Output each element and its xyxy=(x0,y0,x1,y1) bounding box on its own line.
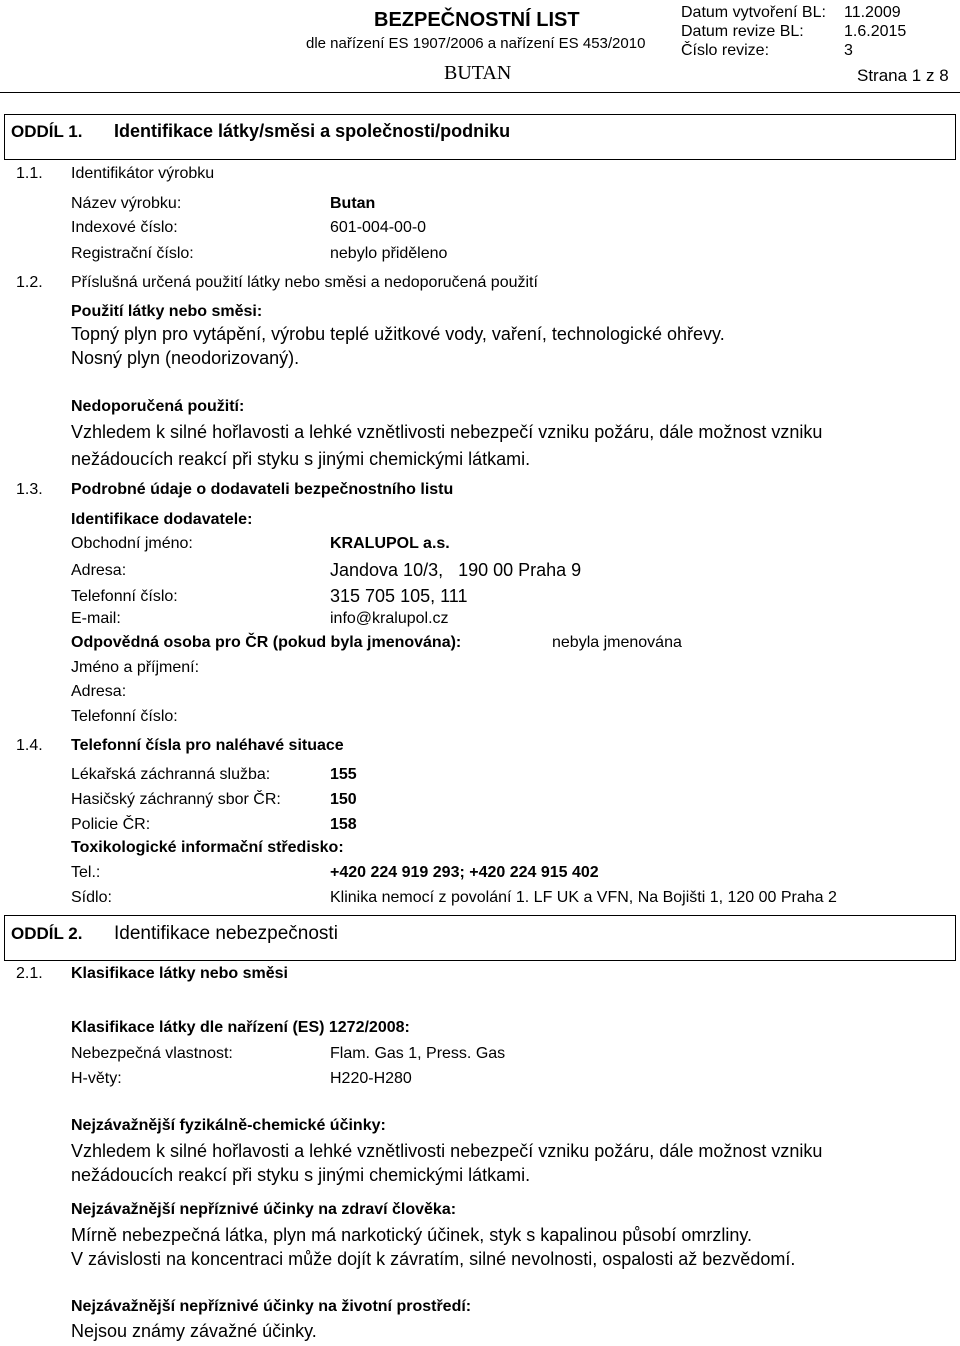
fire-brigade-label: Hasičský záchranný sbor ČR: xyxy=(71,791,281,808)
toxicology-seat-value: Klinika nemocí z povolání 1. LF UK a VFN, Na Bojišti 1, 120 00 Praha 2 xyxy=(330,889,837,906)
ambulance-number: 155 xyxy=(330,766,357,783)
supplier-address-label: Adresa: xyxy=(71,562,127,579)
responsible-phone-label: Telefonní číslo: xyxy=(71,708,178,725)
subsection-1-4-title: Telefonní čísla pro naléhavé situace xyxy=(71,737,344,754)
section-1-title: Identifikace látky/směsi a společnosti/podniku xyxy=(114,121,511,141)
phys-chem-effects-line-2: nežádoucích reakcí při styku s jinými chemickými látkami. xyxy=(71,1165,531,1185)
h-statements-label: H-věty: xyxy=(71,1070,122,1087)
revision-number-label: Číslo revize: xyxy=(681,42,770,59)
intended-use-line-1: Topný plyn pro vytápění, výrobu teplé užitkové vody, vaření, technologické ohřevy. xyxy=(71,324,725,344)
product-name-header: BUTAN xyxy=(444,62,512,84)
index-number-value: 601-004-00-0 xyxy=(330,219,427,236)
registration-number-value: nebylo přiděleno xyxy=(330,245,448,262)
subsection-2-1-number: 2.1. xyxy=(16,965,43,982)
hazard-property-label: Nebezpečná vlastnost: xyxy=(71,1045,233,1062)
created-date-value: 11.2009 xyxy=(844,4,901,21)
phys-chem-effects-label: Nejzávažnější fyzikálně-chemické účinky: xyxy=(71,1117,386,1134)
revision-number-value: 3 xyxy=(844,42,853,59)
subsection-1-3-number: 1.3. xyxy=(16,481,43,498)
health-effects-line-1: Mírně nebezpečná látka, plyn má narkotický účinek, styk s kapalinou působí omrzliny. xyxy=(71,1225,752,1245)
document-title: BEZPEČNOSTNÍ LIST xyxy=(374,9,580,31)
product-name-value: Butan xyxy=(330,195,376,212)
product-name-label: Název výrobku: xyxy=(71,195,182,212)
section-1-number: ODDÍL 1. xyxy=(11,122,83,141)
created-date-label: Datum vytvoření BL: xyxy=(681,4,826,21)
subsection-1-2-number: 1.2. xyxy=(16,274,43,291)
environment-effects-line-1: Nejsou známy závažné účinky. xyxy=(71,1321,317,1341)
police-number: 158 xyxy=(330,816,357,833)
h-statements-value: H220-H280 xyxy=(330,1070,412,1087)
supplier-email-value[interactable]: info@kralupol.cz xyxy=(330,610,449,627)
supplier-phone-label: Telefonní číslo: xyxy=(71,588,178,605)
environment-effects-label: Nejzávažnější nepříznivé účinky na životní prostředí: xyxy=(71,1298,472,1315)
not-recommended-line-1: Vzhledem k silné hořlavosti a lehké vznětlivosti nebezpečí vzniku požáru, dále možnost vzniku xyxy=(71,422,823,442)
subsection-1-1-number: 1.1. xyxy=(16,165,43,182)
responsible-address-label: Adresa: xyxy=(71,683,127,700)
toxicology-seat-label: Sídlo: xyxy=(71,889,112,906)
health-effects-line-2: V závislosti na koncentraci může dojít k závratím, silné nevolnosti, ospalosti až bezvědomí. xyxy=(71,1249,796,1269)
subsection-1-4-number: 1.4. xyxy=(16,737,43,754)
page-number: Strana 1 z 8 xyxy=(857,66,949,85)
intended-use-label: Použití látky nebo směsi: xyxy=(71,303,263,320)
supplier-phone-value: 315 705 105, 111 xyxy=(330,586,468,606)
not-recommended-line-2: nežádoucích reakcí při styku s jinými chemickými látkami. xyxy=(71,449,531,469)
supplier-email-label: E-mail: xyxy=(71,610,121,627)
responsible-person-value: nebyla jmenována xyxy=(552,634,682,651)
revised-date-label: Datum revize BL: xyxy=(681,23,804,40)
responsible-person-label: Odpovědná osoba pro ČR (pokud byla jmenována): xyxy=(71,634,462,651)
trade-name-value: KRALUPOL a.s. xyxy=(330,535,450,552)
registration-number-label: Registrační číslo: xyxy=(71,245,194,262)
section-2-title: Identifikace nebezpečnosti xyxy=(114,923,338,944)
intended-use-line-2: Nosný plyn (neodorizovaný). xyxy=(71,348,300,368)
responsible-name-label: Jméno a příjmení: xyxy=(71,659,200,676)
hazard-property-value: Flam. Gas 1, Press. Gas xyxy=(330,1045,506,1062)
header-divider xyxy=(0,92,960,93)
subsection-1-1-title: Identifikátor výrobku xyxy=(71,165,215,182)
subsection-2-1-title: Klasifikace látky nebo směsi xyxy=(71,965,288,982)
phys-chem-effects-line-1: Vzhledem k silné hořlavosti a lehké vznětlivosti nebezpečí vzniku požáru, dále možnost vzniku xyxy=(71,1141,823,1161)
toxicology-phone-label: Tel.: xyxy=(71,864,101,881)
subsection-1-3-title: Podrobné údaje o dodavateli bezpečnostního listu xyxy=(71,481,454,498)
subsection-1-2-title: Příslušná určená použití látky nebo směsi a nedoporučená použití xyxy=(71,274,538,291)
ambulance-label: Lékařská záchranná služba: xyxy=(71,766,271,783)
supplier-identification-label: Identifikace dodavatele: xyxy=(71,511,253,528)
supplier-address-value: Jandova 10/3, 190 00 Praha 9 xyxy=(330,560,582,580)
regulation-subtitle: dle nařízení ES 1907/2006 a nařízení ES 453/2010 xyxy=(306,35,646,52)
fire-brigade-number: 150 xyxy=(330,791,357,808)
section-2-number: ODDÍL 2. xyxy=(11,924,83,943)
health-effects-label: Nejzávažnější nepříznivé účinky na zdraví člověka: xyxy=(71,1201,457,1218)
index-number-label: Indexové číslo: xyxy=(71,219,178,236)
revised-date-value: 1.6.2015 xyxy=(844,23,907,40)
toxicology-phone-value: +420 224 919 293; +420 224 915 402 xyxy=(330,864,599,881)
classification-label: Klasifikace látky dle nařízení (ES) 1272/2008: xyxy=(71,1019,410,1036)
trade-name-label: Obchodní jméno: xyxy=(71,535,193,552)
toxicology-center-label: Toxikologické informační středisko: xyxy=(71,839,344,856)
not-recommended-label: Nedoporučená použití: xyxy=(71,398,245,415)
police-label: Policie ČR: xyxy=(71,816,151,833)
